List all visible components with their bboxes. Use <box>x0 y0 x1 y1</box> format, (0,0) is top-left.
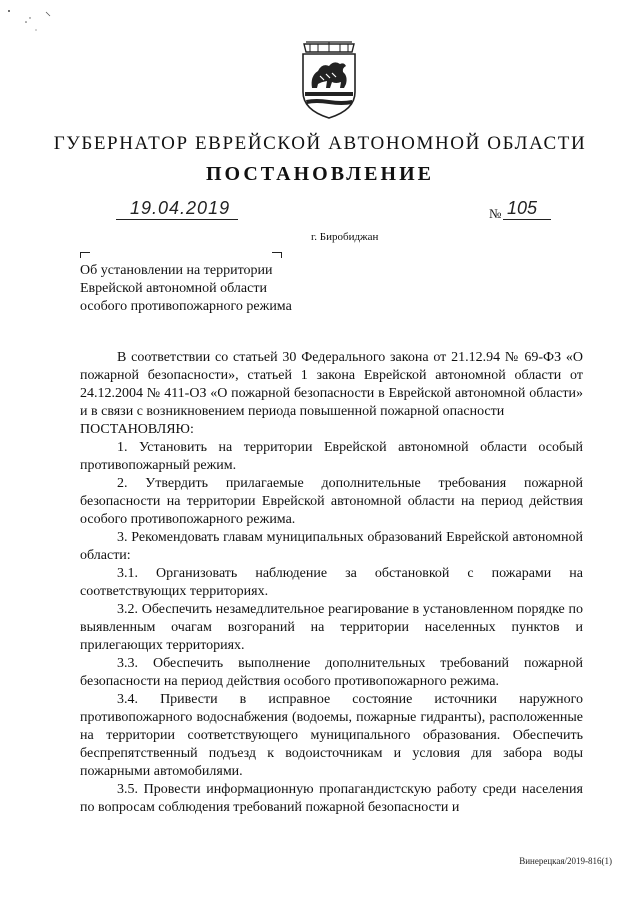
scan-specks <box>6 8 66 38</box>
item-paragraph: 3.3. Обеспечить выполнение дополнительных требований пожарной безопасности на период действия особого противопожарного режима. <box>80 656 583 689</box>
subject-block <box>80 262 360 316</box>
document-body <box>80 349 583 817</box>
item-paragraph: 3.5. Провести информационную пропагандистскую работу среди населения по вопросам соблюдения требований пожарной безопасности и <box>80 782 583 815</box>
handwritten-number: 105 <box>507 198 538 218</box>
governor-title: ГУБЕРНАТОР ЕВРЕЙСКОЙ АВТОНОМНОЙ ОБЛАСТИ <box>53 133 587 154</box>
number-underline <box>503 219 551 220</box>
coat-of-arms-tiger-icon <box>296 38 362 122</box>
item-paragraph: 3. Рекомендовать главам муниципальных образований Еврейской автономной области: <box>80 530 583 563</box>
handwritten-date: 19.04.2019 <box>130 198 231 218</box>
item-paragraph: 3.2. Обеспечить незамедлительное реагирование в установленном порядке по выявленным очагам возгораний на территории населенных пунктов и прилегающих территориях. <box>80 602 583 653</box>
item-paragraph: 1. Установить на территории Еврейской автономной области особый противопожарный режим. <box>80 440 583 473</box>
subject-bracket-right <box>272 252 282 258</box>
footer-document-code: Винерецкая/2019-816(1) <box>519 856 612 866</box>
date-underline <box>116 219 238 220</box>
number-label: № <box>489 206 502 221</box>
subject-line: Еврейской автономной области <box>80 281 267 296</box>
subject-line: Об установлении на территории <box>80 263 273 278</box>
preamble-paragraph: В соответствии со статьей 30 Федерального закона от 21.12.94 № 69-ФЗ «О пожарной безопасности», статьей 1 закона Еврейской автономной области от 24.12.2004 № 411-ОЗ «О пожарной безопасности в Еврейской автономной области» и в связи с возникновением периода повышенной пожарной опасности <box>80 350 583 419</box>
decree-word: ПОСТАНОВЛЯЮ: <box>80 422 194 437</box>
city-label: г. Биробиджан <box>311 231 379 243</box>
subject-line: особого противопожарного режима <box>80 299 292 314</box>
document-type-title: ПОСТАНОВЛЕНИЕ <box>206 163 434 185</box>
item-paragraph: 2. Утвердить прилагаемые дополнительные требования пожарной безопасности на территории Еврейской автономной области на период действия особого противопожарного режима. <box>80 476 583 527</box>
item-paragraph: 3.1. Организовать наблюдение за обстановкой с пожарами на соответствующих территориях. <box>80 566 583 599</box>
subject-bracket-left <box>80 252 90 258</box>
item-paragraph: 3.4. Привести в исправное состояние источники наружного противопожарного водоснабжения (водоемы, пожарные гидранты), расположенные на территории соответствующего муниципального образования. Обеспечить беспрепятственный подъезд к водоисточникам и условия для забора воды пожарными автомобилями. <box>80 692 583 779</box>
